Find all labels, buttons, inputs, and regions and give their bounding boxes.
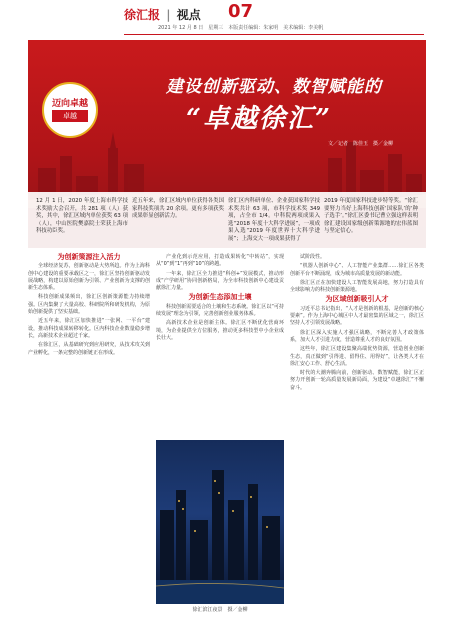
paragraph: 徐汇区正在加快建设人工智能发展高地，努力打造具有全球影响力的科技创新策源地。 <box>290 279 424 294</box>
paragraph: 徐汇区深入实施人才强区战略，不断完善人才政策体系，加大人才引进力度，营造尊重人才的良好氛围。 <box>290 329 424 343</box>
subhead: 为创新生态添加土壤 <box>188 293 252 302</box>
hero-banner <box>28 40 426 248</box>
byline: 文／记者 陈佳玉 摄／金柳 <box>328 141 394 147</box>
paragraph: 科技创新成果频出，徐汇区创新策源能力持续增强。区内集聚了大量高校、科研院所和研发机构，为原始创新提供了坚实基础。 <box>28 294 150 316</box>
headline-line1: 建设创新驱动、数智赋能的 <box>166 77 382 97</box>
issue-meta: 2021 年 12 月 8 日 星期三 本版责任编辑：朱家明 美术编辑：李美帆 <box>158 25 324 31</box>
subhead: 为区域创新吸引人才 <box>325 295 389 304</box>
news-photo <box>156 440 284 604</box>
photo-caption: 徐汇滨江夜景 摄／金柳 <box>192 607 248 613</box>
article-column-1 <box>28 254 150 359</box>
paragraph: 产业化到示范应用，打造成果转化“中转站”，实现从“0”到“1”再到“10”的跨越。 <box>156 254 284 268</box>
article-column-3 <box>290 254 424 394</box>
subhead: 为创新策源注入活力 <box>57 253 121 261</box>
lead-col: 近五年来，徐汇区域内单位获得各类国家科技奖项共 20 余项。更有多项获奖成果彰显创新活力。 <box>132 198 224 220</box>
masthead-separator: | <box>166 8 171 22</box>
lead-col: 徐汇区内科研单位、企业获国家科学技术奖共计 63 项，市科学技术奖 349 项，占全市 1/4。中科院两项成果入选“2018 年度十大科学进展”，一项成果入选“2019 年度世界十大科学进展”；上海交大一项成果获得了 <box>228 198 320 242</box>
section-name: 视点 <box>176 8 201 22</box>
page-number: 07 <box>228 1 254 22</box>
header-rule <box>124 34 424 35</box>
night-skyline-photo <box>156 440 284 604</box>
lead-box <box>28 192 426 248</box>
paragraph: 高新技术企业是创新主体。徐汇区不断优化营商环境，为企业提供全方位服务，推动更多科技型中小企业成长壮大。 <box>156 320 284 341</box>
paragraph: 全球经济复苏，创新驱动是大势所趋。作为上海科创中心建设的重要承载区之一，徐汇区坚持创新驱动发展战略，构建以原始创新为引领、产业创新为支撑的创新生态体系。 <box>28 263 150 292</box>
paragraph: 一年来，徐汇区全力推进“科创+”发展模式，推动形成“产学研用”协同创新格局，为全市科技创新中心建设贡献徐汇力量。 <box>156 270 284 292</box>
masthead-name: 徐汇报 <box>124 8 161 22</box>
article-column-2 <box>156 254 284 344</box>
paragraph: 这些年，徐汇区建设集聚高端优势资源，营造创业创新生态，真正做到“引得进、留得住、用得好”，让各类人才在徐汇安心工作、舒心生活。 <box>290 346 424 367</box>
kicker-badge: 迈向卓越 <box>42 82 98 138</box>
paragraph: 在徐汇区，从基础研究到应用研究，从技术攻关到产业孵化，一条完整的创新链正在形成。 <box>28 342 150 356</box>
headline-line2: “卓越徐汇” <box>186 104 332 134</box>
paragraph: “机器人创新中心”、人工智能产业集群……徐汇区各类创新平台不断涌现，成为城市高质量发展的新动能。 <box>290 263 424 277</box>
paragraph: 时代的大潮奔腾向前，创新驱动、数智赋能，徐汇区正努力开创新一轮高质量发展新局面，为建设“卓越徐汇”不懈奋斗。 <box>290 370 424 391</box>
newspaper-masthead <box>124 6 201 23</box>
lead-col: 2019 年度国家科技进步特等奖。“徐汇要努力当好上海科技创新‘国家队’的‘种子选手’。”徐汇区委书记曹立强这样表明徐汇建设国家级创新策源地的宏伟蓝图与坚定信心。 <box>324 198 418 235</box>
paragraph: 试阶段性。 <box>300 254 326 260</box>
page-header <box>0 0 450 40</box>
paragraph: 习近平总书记指出，“人才是创新的根基，是创新的核心要素”。作为上海中心城区中人才最密集的区域之一，徐汇区坚持人才引领发展战略。 <box>290 305 424 327</box>
kicker-tag: 卓越 <box>52 110 88 122</box>
paragraph: 科技创新需要适合的土壤和生态系统。徐汇区以“可持续发展”理念为引领，完善创新创业服务体系。 <box>156 303 284 318</box>
paragraph: 近五年来，徐汇区加快推进“一张网、一平台”建设，推动科技成果转移转化。区内科技企业数量稳步增长，高新技术企业超过千家。 <box>28 318 150 339</box>
lead-col: 12 月 1 日，2020 年度上海市科学技术奖励大会召开，共 281 项（人）获奖，其中，徐汇区域内单位获奖 63 项（人），中山医院樊嘉院士荣获上海市科技功臣奖。 <box>36 198 128 235</box>
